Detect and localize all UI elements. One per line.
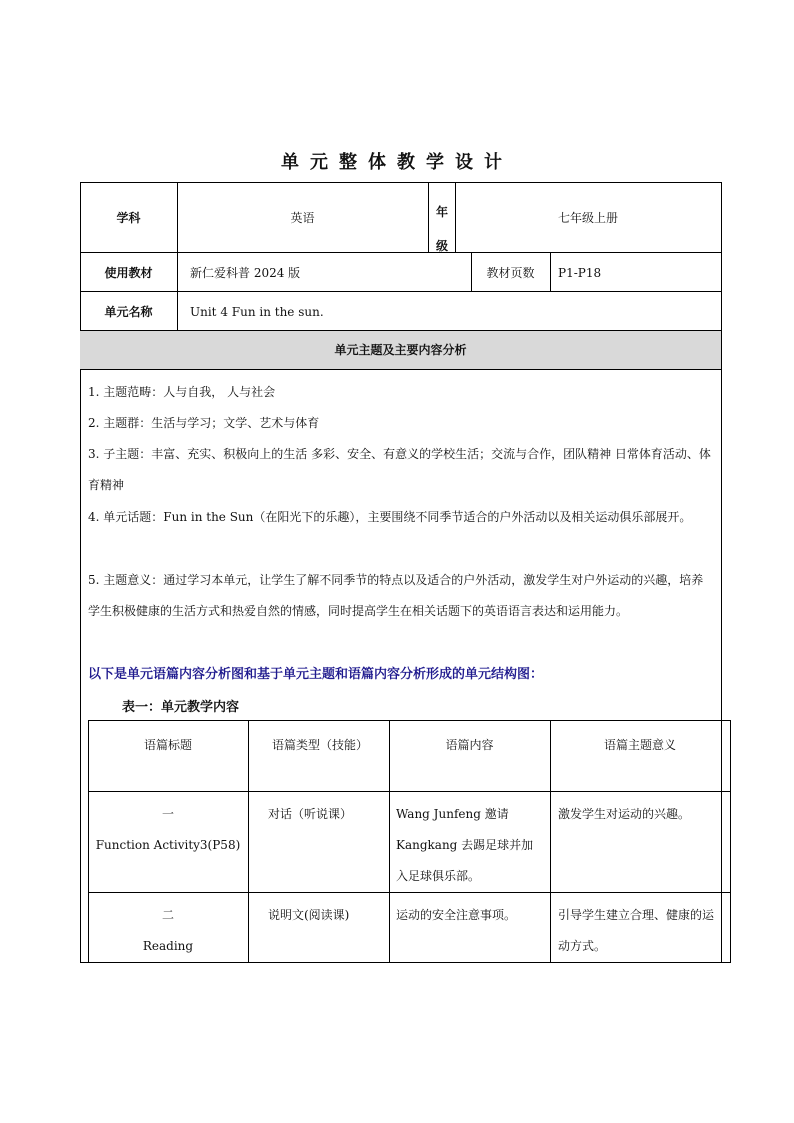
row-content: 运动的安全注意事项。 bbox=[396, 908, 517, 922]
header-meaning: 语篇主题意义 bbox=[603, 738, 676, 752]
analysis-item: 4. 单元话题：Fun in the Sun（在阳光下的乐趣），主要围绕不同季节适合的户外活动以及相关运动俱乐部展开。 bbox=[88, 510, 692, 524]
subject-value: 英语 bbox=[290, 211, 315, 225]
row-title: Function Activity3(P58) bbox=[95, 838, 241, 852]
inner-table-border bbox=[80, 962, 731, 963]
inner-table-border bbox=[88, 791, 731, 792]
col-divider bbox=[177, 182, 178, 331]
grade-label: 年级 bbox=[435, 205, 448, 253]
row-type: 说明文(阅读课) bbox=[268, 908, 350, 922]
table-border-right bbox=[721, 182, 722, 963]
header-title: 语篇标题 bbox=[143, 738, 192, 752]
row-number: 二 bbox=[161, 908, 174, 922]
subject-label: 学科 bbox=[116, 211, 141, 225]
structure-heading: 以下是单元语篇内容分析图和基于单元主题和语篇内容分析形成的单元结构图： bbox=[88, 667, 544, 682]
header-content: 语篇内容 bbox=[445, 738, 494, 752]
page-title: 单元整体教学设计 bbox=[281, 152, 513, 173]
col-divider bbox=[428, 182, 429, 252]
inner-table-border bbox=[88, 892, 731, 893]
inner-col-divider bbox=[248, 720, 249, 963]
inner-table-border bbox=[730, 720, 731, 963]
textbook-label: 使用教材 bbox=[104, 266, 153, 280]
pages-value: P1-P18 bbox=[558, 266, 602, 280]
row-divider bbox=[80, 369, 722, 370]
pages-label: 教材页数 bbox=[486, 266, 535, 280]
analysis-item: 2. 主题群：生活与学习；文学、艺术与体育 bbox=[88, 416, 320, 430]
table-caption: 表一：单元教学内容 bbox=[122, 700, 240, 715]
row-content: Wang Junfeng 邀请 Kangkang 去踢足球并加入足球俱乐部。 bbox=[396, 807, 534, 883]
table-border-left bbox=[80, 182, 81, 963]
row-meaning: 引导学生建立合理、健康的运动方式。 bbox=[558, 908, 715, 953]
section-header: 单元主题及主要内容分析 bbox=[334, 343, 467, 357]
row-title: Reading bbox=[142, 939, 194, 953]
row-meaning: 激发学生对运动的兴趣。 bbox=[558, 807, 691, 821]
row-type: 对话（听说课） bbox=[268, 807, 353, 821]
grade-value: 七年级上册 bbox=[557, 211, 618, 225]
unit-label: 单元名称 bbox=[104, 305, 153, 319]
row-number: 一 bbox=[161, 807, 174, 821]
header-type: 语篇类型（技能） bbox=[271, 738, 368, 752]
inner-table-border bbox=[88, 720, 731, 721]
textbook-value: 新仁爱科普 2024 版 bbox=[190, 266, 301, 280]
unit-value: Unit 4 Fun in the sun. bbox=[190, 305, 324, 319]
col-divider bbox=[550, 252, 551, 291]
analysis-item: 1. 主题范畴：人与自我， 人与社会 bbox=[88, 385, 276, 399]
analysis-item: 5. 主题意义：通过学习本单元，让学生了解不同季节的特点以及适合的户外活动，激发学生对户外运动的兴趣，培养学生积极健康的生活方式和热爱自然的情感，同时提高学生在相关话题下的英语语言表达和运用能力。 bbox=[88, 573, 704, 618]
analysis-item: 3. 子主题：丰富、充实、积极向上的生活 多彩、安全、有意义的学校生活；交流与合作，团队精神 日常体育活动、体育精神 bbox=[88, 447, 711, 492]
